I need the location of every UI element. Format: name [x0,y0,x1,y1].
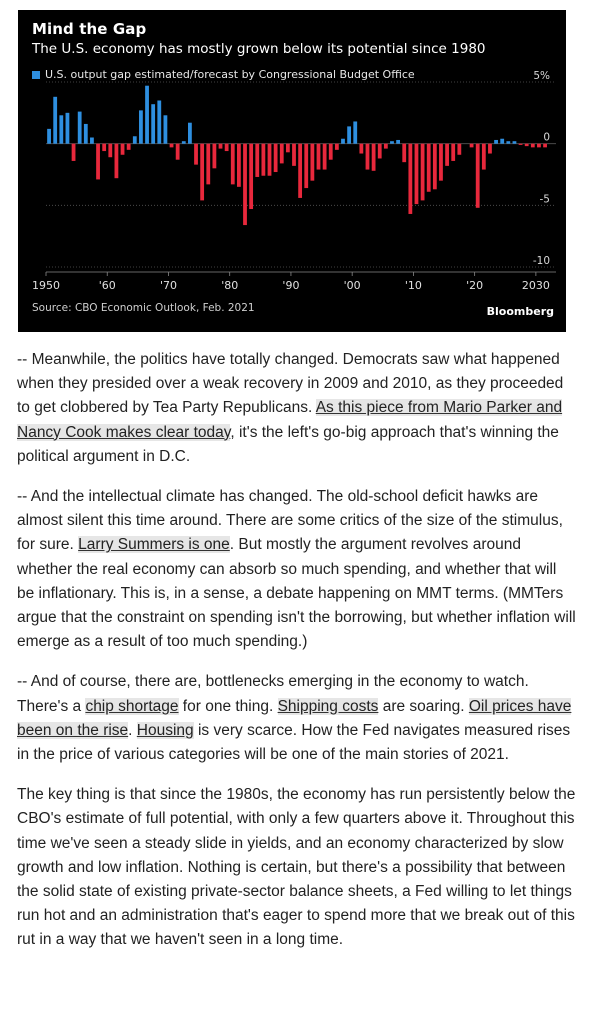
paragraph-text: is very scarce. How the Fed navigates measured rises in the price of various categories will be one of the main stories of 2021. [17,721,571,764]
chart-title: Mind the Gap [32,20,147,38]
bar [108,144,112,158]
paragraph-text: , it's the left's go-big approach that's winning the political argument in D.C. [17,423,559,465]
x-tick-label: '00 [343,279,361,292]
bar [280,144,284,164]
article-body [17,348,577,969]
paragraph-bottlenecks [17,670,577,767]
bar [402,144,406,163]
bar [353,121,357,143]
bar [372,144,376,171]
bar [194,144,198,165]
bar [231,144,235,185]
bar [84,124,88,144]
chart-card [18,10,566,332]
bar [72,144,76,161]
legend-swatch [32,71,40,79]
link-larry-summers[interactable]: Larry Summers is one [78,536,230,554]
bar [359,144,363,154]
bar [268,144,272,176]
paragraph-text: for one thing. [178,697,278,715]
bar [188,123,192,144]
link-chip-shortage[interactable]: chip shortage [85,697,179,715]
bar [145,86,149,144]
bar [115,144,119,179]
paragraph-text: -- And of course, there are, bottlenecks emerging in the economy to watch. There's a [17,673,529,715]
bar [90,138,94,144]
paragraph-text: -- And the intellectual climate has changed. The old-school deficit hawks are almost silent this time around. There are some critics of the size of the stimulus, for sure. [17,488,563,554]
x-tick-label: '20 [466,279,484,292]
x-tick-label: '10 [404,279,422,292]
bar [390,141,394,143]
bar [249,144,253,209]
bar [335,144,339,150]
bar [408,144,412,214]
chart-source: Source: CBO Economic Outlook, Feb. 2021 [32,302,255,314]
x-tick-label: '90 [282,279,300,292]
chart-subtitle: The U.S. economy has mostly grown below its potential since 1980 [32,41,486,57]
link-housing[interactable]: Housing [136,721,194,739]
bar [396,140,400,144]
bar [470,144,474,148]
bar [421,144,425,201]
bar [415,144,419,204]
bar [261,144,265,176]
bar [384,144,388,149]
y-tick-label: 0 [543,131,550,144]
bar [366,144,370,170]
y-tick-label: -5 [539,193,550,206]
bar [310,144,314,181]
link-shipping-costs[interactable]: Shipping costs [277,697,379,715]
bar [139,110,143,143]
bar [121,144,125,155]
bar [513,141,517,143]
bar [157,101,161,144]
bar [66,113,70,144]
bar [482,144,486,170]
bar [47,129,51,144]
bar [212,144,216,169]
paragraph-intellectual-climate [17,485,577,654]
bar [237,144,241,187]
bar [127,144,131,150]
bar [53,97,57,144]
y-tick-label: -10 [532,255,550,267]
bar-chart [18,10,566,332]
bar [537,144,541,148]
link-parker-cook-piece[interactable]: As this piece from Mario Parker and Nancy Cook makes clear today [17,399,563,441]
bar [506,141,510,143]
link-oil-prices[interactable]: Oil prices have been on the rise [17,697,572,739]
paragraph-politics [17,348,577,469]
paragraph-key-thing: The key thing is that since the 1980s, the economy has run persistently below the CBO's estimate of full potential, with only a few quarters above it. Throughout this time we've seen a steady slide in yields, and an economy characterized by slow growth and low inflation. Nothing is certain, but there's a possibility that between the solid state of existing private-sector balance sheets, a Fed willing to let things run hot and an administration that's eager to spend more that we break out of this rut in a way that we haven't seen in a long time. [17,786,576,949]
bar [304,144,308,188]
bar [457,144,461,155]
bar [445,144,449,166]
bar [102,144,106,151]
legend-label: U.S. output gap estimated/forecast by Congressional Budget Office [45,68,415,81]
x-tick-label: '60 [98,279,116,292]
bar [298,144,302,198]
bar [427,144,431,192]
bar [274,144,278,172]
bar [451,144,455,161]
bar [433,144,437,190]
paragraph-text: are soaring. [378,697,469,715]
bar [164,115,168,143]
x-tick-label: 2030 [521,279,550,292]
bar [323,144,327,170]
bar [182,141,186,143]
paragraph-text: . [128,721,137,739]
chart-legend [32,68,415,81]
bar [476,144,480,208]
bar [219,144,223,149]
paragraph-text: -- Meanwhile, the politics have totally changed. Democrats saw what happened when they presided over a weak recovery in 2009 and 2010, as they proceeded to get clobbered by Tea Party Republicans. [17,351,564,417]
bar [525,144,529,146]
bar [292,144,296,166]
x-tick-label: 1950 [32,279,60,292]
bar [347,126,351,143]
bar [317,144,321,170]
paragraph-text: . But mostly the argument revolves around whether the real economy can absorb so much spending, and whether that will be inflationary. This is, in a sense, a debate happening on MMT terms. (MMTers argue that the constraint on spending isn't the borrowing, but whether inflation will emerge as a result of too much spending.) [17,536,576,651]
y-tick-label: 5% [533,70,550,82]
bar [378,144,382,159]
bar [439,144,443,181]
bar [543,144,547,148]
bar [200,144,204,201]
bar [133,136,137,143]
bar [176,144,180,160]
bar [531,144,535,148]
bar [151,104,155,143]
bar [255,144,259,177]
bar [329,144,333,160]
bar [286,144,290,153]
x-tick-label: '80 [221,279,239,292]
bar [59,115,63,143]
bloomberg-logo: Bloomberg [486,305,554,318]
bar [494,140,498,144]
bar [170,144,174,148]
bar [341,139,345,144]
bar [243,144,247,225]
bar [225,144,229,151]
bar [206,144,210,185]
bar [78,112,82,144]
bar [519,144,523,145]
bar [488,144,492,154]
bar [96,144,100,180]
x-tick-label: '70 [159,279,177,292]
bar [500,139,504,144]
